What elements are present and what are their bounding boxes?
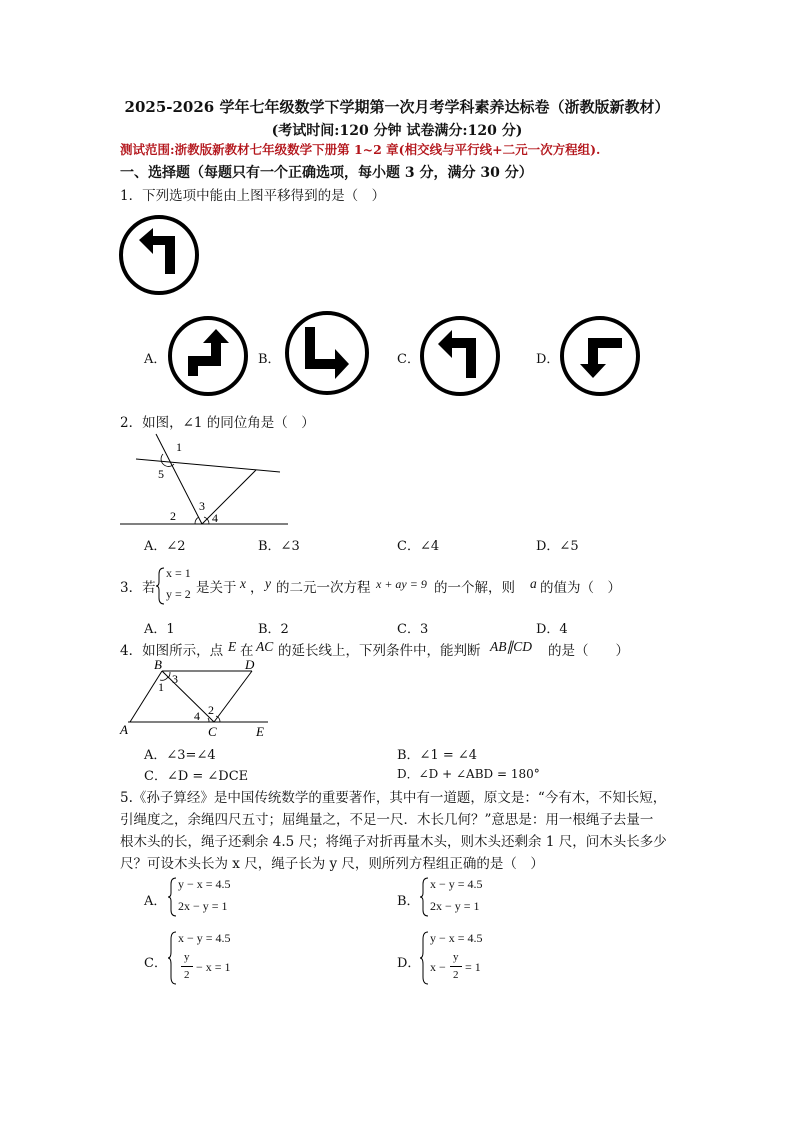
q5-option-c-frac-num: y: [184, 951, 190, 963]
q4-label-d: D: [245, 657, 255, 672]
q3-var-y: y: [265, 576, 271, 591]
q5-option-c-eq2-rest: − x = 1: [196, 960, 231, 974]
q5-line-2: 引绳度之，余绳四尺五寸；屈绳量之，不足一尺．木长几何？”意思是：用一根绳子去量一: [120, 812, 654, 828]
q5-option-c-eq1: x − y = 4.5: [178, 931, 231, 945]
q5-option-c-frac-den: 2: [184, 969, 190, 981]
q3-suffix: 的值为（ ）: [540, 580, 621, 596]
q4-label-3: 3: [172, 672, 178, 686]
q4-label-1: 1: [158, 680, 164, 694]
q2-label-4: 4: [212, 511, 218, 525]
q5-option-d-frac-den: 2: [453, 969, 459, 981]
q4-label-e: E: [256, 724, 264, 739]
q5-option-b-eq2: 2x − y = 1: [430, 899, 480, 913]
q4-suffix: 的是（ ）: [548, 643, 629, 659]
q2-label-5: 5: [158, 467, 164, 481]
q5-option-b-brace: [420, 876, 430, 918]
q4-label-b: B: [154, 657, 162, 672]
q3-var-x: x: [240, 576, 246, 591]
q5-option-a-eq2: 2x − y = 1: [178, 899, 228, 913]
q4-figure: [118, 656, 272, 740]
section-heading: 一、选择题（每题只有一个正确选项，每小题 3 分，满分 30 分）: [120, 165, 533, 181]
q4-label-4: 4: [194, 709, 200, 723]
q1-option-b-sign-icon: [283, 309, 371, 397]
q2-stem: 2．如图，∠1 的同位角是（ ）: [120, 415, 315, 431]
q3-system-eq1: x = 1: [166, 566, 191, 580]
q1-reference-sign-icon: [118, 214, 200, 296]
q3-var-a: a: [530, 576, 537, 591]
q5-option-d-eq1: y − x = 4.5: [430, 931, 483, 945]
q5-option-d-eq2-lhs: x −: [430, 960, 446, 974]
q4-option-d: D．∠D + ∠ABD = 180°: [397, 767, 540, 781]
q5-option-c-frac-bar: [181, 966, 193, 967]
q2-option-d: D．∠5: [536, 539, 579, 554]
q3-text-3: 的一个解，则: [434, 580, 515, 596]
q3-text-1: 是关于: [196, 580, 237, 596]
q5-option-c-label: C．: [144, 956, 167, 971]
q4-prefix: 4．如图所示，点: [120, 643, 224, 659]
q2-label-2: 2: [170, 509, 176, 523]
test-scope: 测试范围:浙教版新教材七年级数学下册第 1~2 章(相交线与平行线+二元一次方程组).: [120, 142, 601, 157]
q3-text-2: 的二元一次方程: [276, 580, 371, 596]
q1-option-c-label: C．: [397, 352, 420, 367]
q3-comma: ，: [250, 580, 264, 596]
q3-prefix: 3．若: [120, 580, 156, 596]
q3-equation: x + ay = 9: [376, 577, 427, 591]
q2-figure: [118, 432, 290, 528]
q1-option-d-label: D．: [536, 352, 560, 367]
q5-option-b-eq1: x − y = 4.5: [430, 877, 483, 891]
q3-option-c: C．3: [397, 622, 429, 637]
q3-system-eq2: y = 2: [166, 587, 191, 601]
q4-point-e: E: [228, 639, 237, 654]
q3-system-brace: [156, 566, 166, 606]
q1-option-a-sign-icon: [166, 314, 250, 398]
q5-option-a-brace: [168, 876, 178, 918]
q3-option-b: B．2: [258, 622, 289, 637]
q5-option-d-brace: [420, 930, 430, 986]
q4-label-c: C: [208, 724, 217, 739]
q4-label-a: A: [120, 722, 128, 737]
q5-line-4: 尺？可设木头长为 x 尺，绳子长为 y 尺，则所列方程组正确的是（ ）: [120, 856, 544, 872]
q3-option-d: D．4: [536, 622, 568, 637]
q5-option-d-eq2-rhs: = 1: [465, 960, 481, 974]
q1-option-a-label: A．: [144, 352, 167, 367]
q5-option-a-eq1: y − x = 4.5: [178, 877, 231, 891]
q5-option-d-frac-bar: [450, 966, 462, 967]
q3-option-a: A．1: [144, 622, 175, 637]
q4-label-2: 2: [208, 703, 214, 717]
exam-subtitle: (考试时间:120 分钟 试卷满分:120 分): [271, 123, 523, 139]
q1-stem: 1．下列选项中能由上图平移得到的是（ ）: [120, 188, 386, 204]
q1-option-b-label: B．: [258, 352, 281, 367]
q2-option-b: B．∠3: [258, 539, 300, 554]
q4-text-2: 的延长线上，下列条件中，能判断: [278, 643, 481, 659]
q4-text-1: 在: [240, 643, 254, 659]
q1-option-c-sign-icon: [418, 314, 502, 398]
q2-option-a: A．∠2: [144, 539, 186, 554]
q2-label-1: 1: [176, 440, 182, 454]
q5-line-1: 5.《孙子算经》是中国传统数学的重要著作，其中有一道题，原文是：“今有木，不知长短，: [120, 790, 667, 806]
exam-title: 2025-2026 学年七年级数学下学期第一次月考学科素养达标卷（浙教版新教材）: [124, 98, 670, 116]
q5-option-b-label: B．: [397, 894, 420, 909]
q4-option-a: A．∠3=∠4: [144, 748, 216, 763]
q5-line-3: 根木头的长，绳子还剩余 4.5 尺；将绳子对折再量木头，则木头还剩余 1 尺，问木头长多少: [120, 834, 667, 850]
q5-option-a-label: A．: [144, 894, 167, 909]
q2-option-c: C．∠4: [397, 539, 440, 554]
q4-option-c: C．∠D = ∠DCE: [144, 769, 249, 784]
q5-option-c-brace: [168, 930, 178, 986]
q5-option-d-frac-num: y: [453, 951, 459, 963]
q1-option-d-sign-icon: [558, 314, 642, 398]
q4-option-b: B．∠1 = ∠4: [397, 748, 478, 763]
q4-segment-ac: AC: [256, 639, 274, 654]
q4-parallel: AB∥CD: [490, 639, 532, 654]
q2-label-3: 3: [199, 499, 205, 513]
q5-option-d-label: D．: [397, 956, 421, 971]
